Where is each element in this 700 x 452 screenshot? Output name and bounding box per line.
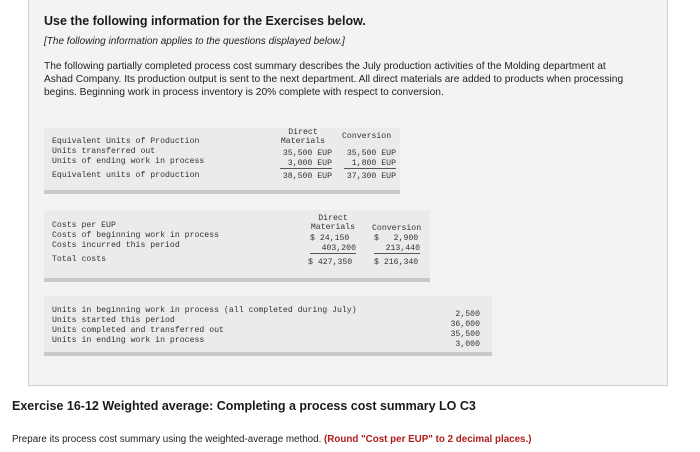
units-table bbox=[44, 296, 492, 356]
cost-row-label: Costs incurred this period bbox=[52, 241, 180, 250]
eup-table bbox=[44, 128, 400, 194]
units-row-label: Units in beginning work in process (all completed during July) bbox=[52, 306, 357, 315]
instruction-text: Prepare its process cost summary using the weighted-average method. bbox=[12, 434, 322, 445]
units-value: 35,500 bbox=[450, 330, 480, 339]
eup-dm-total: 38,500 EUP bbox=[282, 172, 332, 181]
eup-header-dm: Direct Materials bbox=[280, 128, 326, 146]
cost-conv-value: $ 2,900 bbox=[374, 234, 419, 243]
eup-row-label: Units of ending work in process bbox=[52, 157, 205, 166]
table-shadow bbox=[44, 190, 400, 194]
section-heading: Use the following information for the Exercises below. bbox=[44, 14, 366, 28]
eup-row-label: Equivalent units of production bbox=[52, 171, 200, 180]
cost-conv-total: $ 216,340 bbox=[374, 258, 419, 267]
units-value: 3,000 bbox=[455, 340, 480, 349]
units-value: 2,500 bbox=[455, 310, 480, 319]
units-row-label: Units started this period bbox=[52, 316, 175, 325]
description-paragraph: The following partially completed process cost summary describes the July production activities of the Molding department at Ashad Company. Its production output is sent to the next department. All direct materials are added to products when processing begins. Beginning work in process inventory is 20% complete with respect to conversion. bbox=[44, 61, 624, 98]
cost-row-label: Costs of beginning work in process bbox=[52, 231, 220, 240]
cost-dm-value: 403,200 bbox=[310, 244, 356, 254]
cost-row-label: Costs per EUP bbox=[52, 221, 116, 230]
eup-header-conv: Conversion bbox=[342, 132, 392, 141]
eup-row-label: Equivalent Units of Production bbox=[52, 137, 200, 146]
exercise-title: Exercise 16-12 Weighted average: Completing a process cost summary LO C3 bbox=[12, 399, 476, 413]
units-row-label: Units completed and transferred out bbox=[52, 326, 224, 335]
cost-conv-value: 213,440 bbox=[374, 244, 420, 254]
cost-dm-total: $ 427,350 bbox=[308, 258, 353, 267]
cost-dm-value: $ 24,150 bbox=[310, 234, 350, 243]
eup-conv-total: 37,300 EUP bbox=[346, 172, 396, 181]
eup-conv-value: 1,800 EUP bbox=[344, 159, 396, 169]
eup-dm-value: 3,000 EUP bbox=[280, 159, 332, 169]
cost-table bbox=[44, 210, 430, 282]
cost-header-conv: Conversion bbox=[372, 224, 422, 233]
table-shadow bbox=[44, 278, 430, 282]
applies-note: [The following information applies to the questions displayed below.] bbox=[44, 36, 345, 47]
units-value: 36,000 bbox=[450, 320, 480, 329]
eup-row-label: Units transferred out bbox=[52, 147, 156, 156]
cost-row-label: Total costs bbox=[52, 255, 107, 264]
table-shadow bbox=[44, 352, 492, 356]
exercise-instruction bbox=[12, 434, 531, 445]
units-row-label: Units in ending work in process bbox=[52, 336, 205, 345]
cost-header-dm: Direct Materials bbox=[310, 214, 356, 232]
eup-conv-value: 35,500 EUP bbox=[346, 149, 396, 158]
eup-dm-value: 35,500 EUP bbox=[282, 149, 332, 158]
rounding-note: (Round "Cost per EUP" to 2 decimal places.) bbox=[324, 434, 532, 445]
